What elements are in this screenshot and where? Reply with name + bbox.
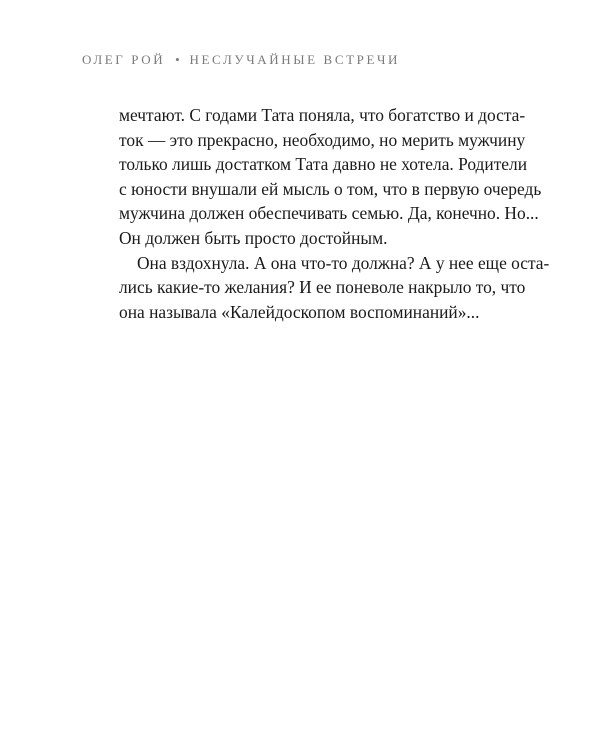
text-line: только лишь достатком Тата давно не хотела. Родители: [119, 154, 528, 175]
text-line: лись какие-то желания? И ее поневоле накрыло то, что: [119, 277, 526, 298]
running-head-title: НЕСЛУЧАЙНЫЕ ВСТРЕЧИ: [189, 52, 401, 67]
running-head-author: ОЛЕГ РОЙ: [82, 52, 166, 67]
text-line: она называла «Калейдоскопом воспоминаний»...: [119, 301, 480, 322]
text-line: мужчина должен обеспечивать семью. Да, конечно. Но...: [119, 203, 539, 224]
running-head: [82, 51, 400, 69]
running-head-separator: •: [175, 52, 180, 67]
text-line: мечтают. С годами Тата поняла, что богатство и доста-: [119, 105, 526, 125]
text-line: Она вздохнула. А она что-то должна? А у нее еще оста-: [137, 252, 550, 273]
body-text: [119, 103, 550, 324]
text-line: ток — это прекрасно, необходимо, но мерить мужчину: [119, 129, 526, 150]
text-line: Он должен быть просто достойным.: [119, 227, 388, 248]
text-line: с юности внушали ей мысль о том, что в первую очередь: [119, 178, 542, 199]
